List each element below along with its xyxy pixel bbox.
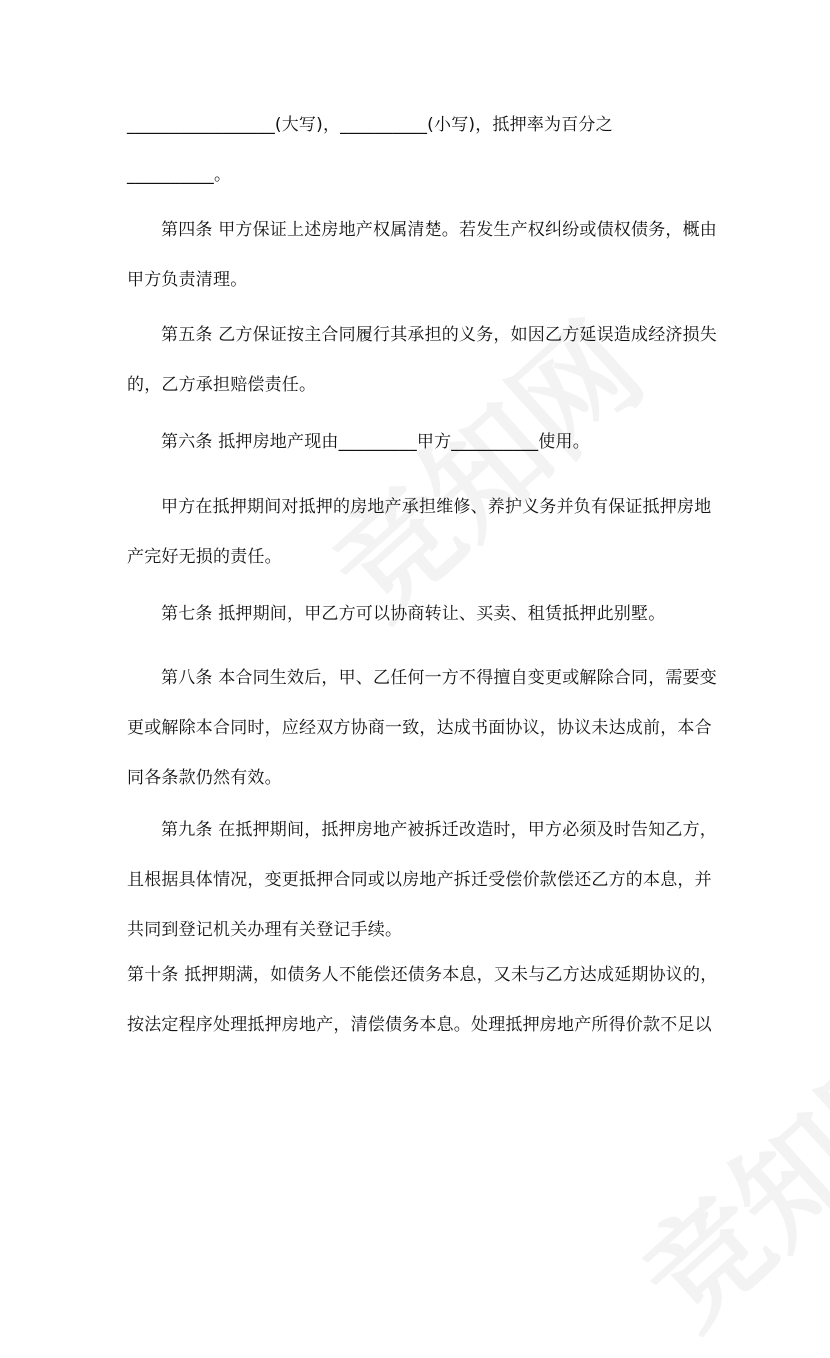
text-line: 按法定程序处理抵押房地产，清偿债务本息。处理抵押房地产所得价款不足以 [127, 1015, 712, 1035]
paragraph-article-7 [127, 589, 712, 639]
paragraph-maintenance [127, 482, 712, 582]
text-line: 且根据具体情况，变更抵押合同或以房地产拆迁受偿价款偿还乙方的本息，并 [127, 870, 712, 890]
paragraph-article-6 [127, 417, 712, 467]
text-line: 第六条 抵押房地产现由_________甲方__________使用。 [161, 432, 590, 452]
text-line: 甲方在抵押期间对抵押的房地产承担维修、养护义务并负有保证抵押房地 [161, 497, 712, 517]
text-line: 第五条 乙方保证按主合同履行其承担的义务，如因乙方延误造成经济损失 [161, 325, 718, 345]
text-line: 第十条 抵押期满，如债务人不能偿还债务本息，又未与乙方达成延期协议的， [127, 965, 718, 985]
text-line: 同各条款仍然有效。 [127, 768, 282, 788]
paragraph-article-10 [127, 950, 718, 1050]
text-line: 的，乙方承担赔偿责任。 [127, 375, 317, 395]
text-line: 更或解除本合同时，应经双方协商一致，达成书面协议，协议未达成前，本合 [127, 718, 712, 738]
paragraph-amount [127, 100, 712, 200]
paragraph-article-8 [127, 653, 718, 803]
paragraph-article-5 [127, 310, 718, 410]
text-line: 第九条 在抵押期间，抵押房地产被拆迁改造时，甲方必须及时告知乙方， [161, 820, 718, 840]
text-line: 共同到登记机关办理有关登记手续。 [127, 920, 403, 940]
paragraph-article-9 [127, 805, 718, 955]
text-line: 第八条 本合同生效后，甲、乙任何一方不得擅自变更或解除合同，需要变 [161, 668, 718, 688]
text-line: 第七条 抵押期间，甲乙方可以协商转让、买卖、租赁抵押此别墅。 [161, 604, 666, 624]
text-line: 甲方负责清理。 [127, 270, 248, 290]
text-line: __________。 [127, 165, 232, 185]
text-line: _________________(大写)，__________(小写)，抵押率为百分之 [127, 115, 613, 135]
paragraph-article-4 [127, 205, 718, 305]
text-line: 产完好无损的责任。 [127, 547, 282, 567]
text-line: 第四条 甲方保证上述房地产权属清楚。若发生产权纠纷或债权债务，概由 [161, 220, 718, 240]
